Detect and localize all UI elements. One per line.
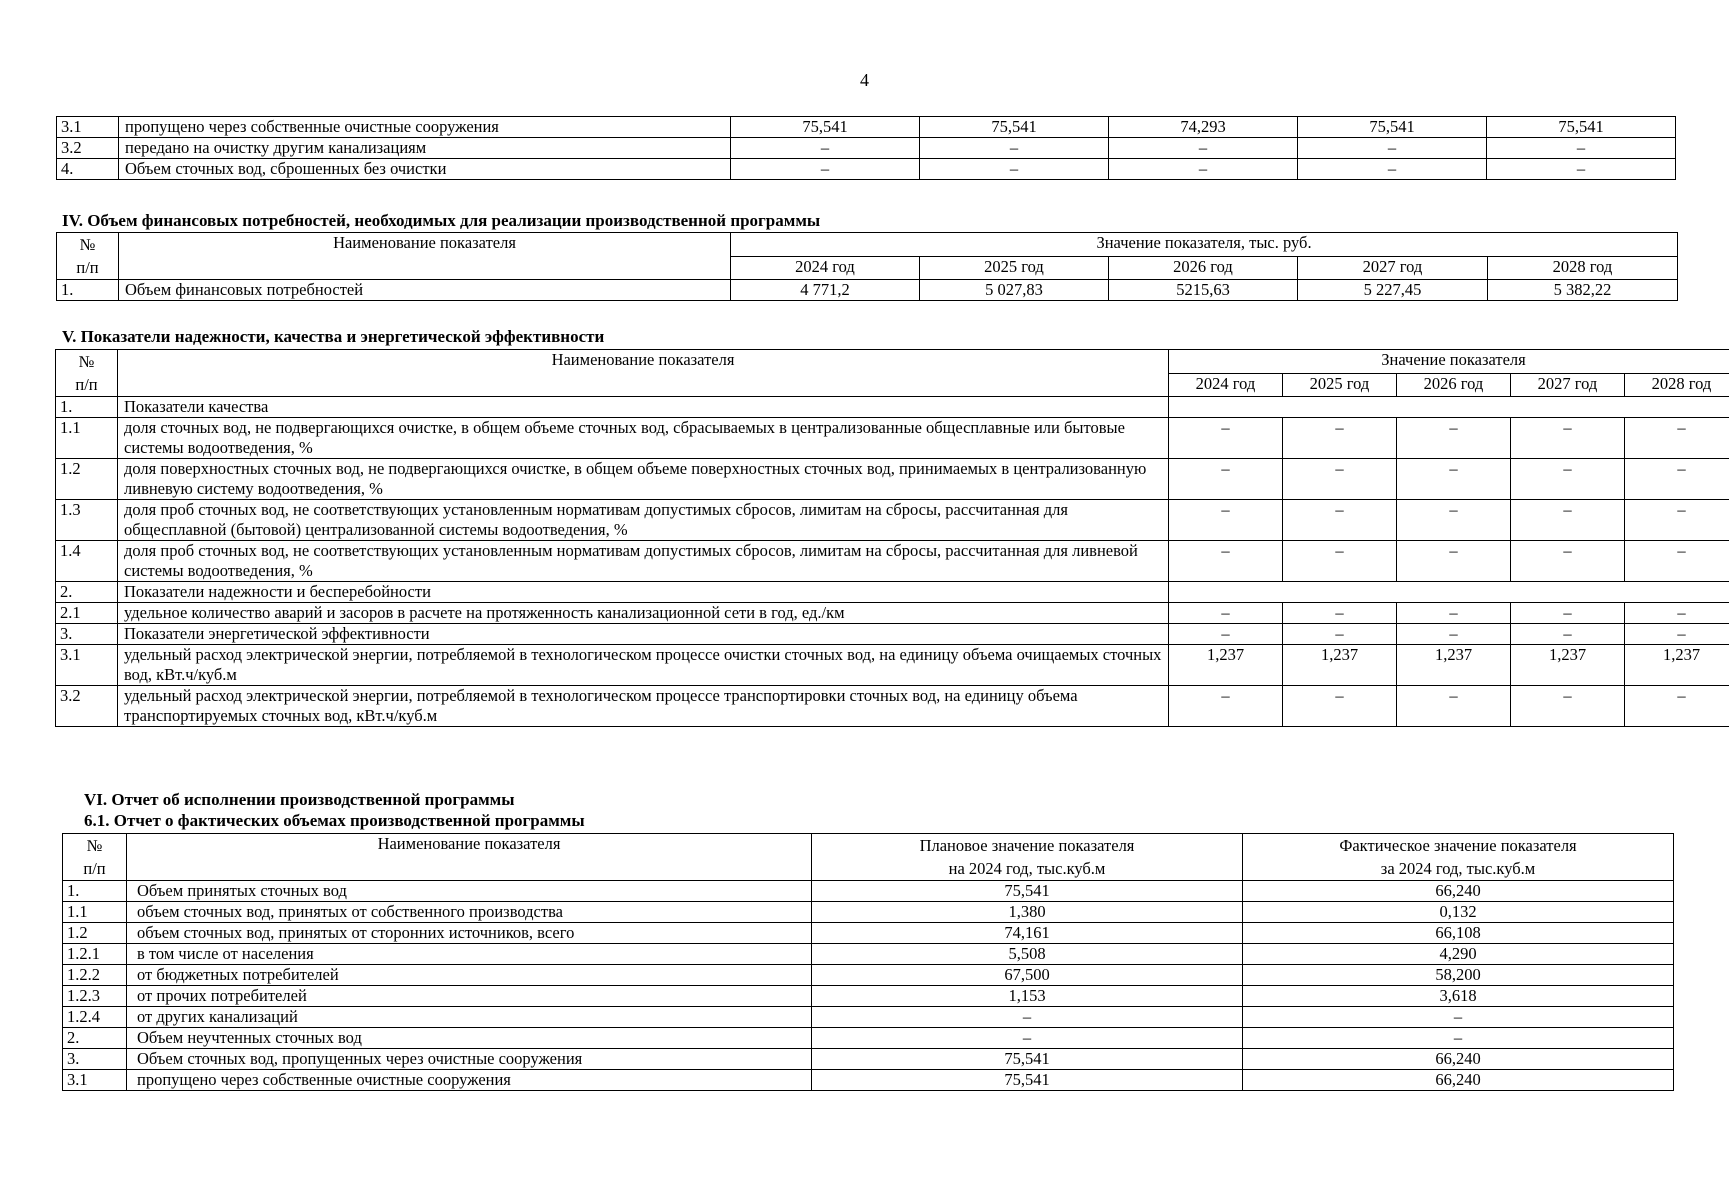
group-value-cell — [1169, 582, 1729, 603]
row-fact-value: – — [1243, 1028, 1674, 1049]
row-number: 3.2 — [57, 138, 119, 159]
header-name: Наименование показателя — [118, 350, 1169, 397]
row-name: пропущено через собственные очистные сооружения — [127, 1070, 812, 1091]
row-name: доля проб сточных вод, не соответствующих установленным нормативам допустимых сбросов, лимитам на сбросы, рассчитанная для общесплавной (бытовой) централизованной системы водоотведения, % — [118, 500, 1169, 541]
page-number: 4 — [860, 70, 869, 90]
row-name: Объем неучтенных сточных вод — [127, 1028, 812, 1049]
row-number: 1. — [56, 397, 118, 418]
table-row — [56, 582, 1729, 603]
row-value: – — [1169, 418, 1283, 459]
row-value: – — [1487, 159, 1676, 180]
row-value: 1,237 — [1397, 645, 1511, 686]
row-name: Показатели энергетической эффективности — [118, 624, 1169, 645]
row-value: – — [1625, 459, 1729, 500]
section6-title: VI. Отчет об исполнении производственной программы — [84, 790, 515, 809]
row-fact-value: – — [1243, 1007, 1674, 1028]
header-value: Значение показателя, тыс. руб. — [731, 233, 1678, 257]
row-value: – — [1397, 541, 1511, 582]
row-value: 4 771,2 — [731, 280, 920, 301]
row-plan-value: – — [812, 1007, 1243, 1028]
header-num: № п/п — [63, 834, 127, 881]
row-value: – — [1397, 459, 1511, 500]
row-name: пропущено через собственные очистные сооружения — [119, 117, 731, 138]
row-value: – — [1283, 541, 1397, 582]
table-row — [63, 923, 1674, 944]
table-row — [63, 1049, 1674, 1070]
row-name: доля проб сточных вод, не соответствующих установленным нормативам допустимых сбросов, лимитам на сбросы, рассчитанная для ливневой системы водоотведения, % — [118, 541, 1169, 582]
row-value: – — [1283, 459, 1397, 500]
row-value: – — [1283, 418, 1397, 459]
row-name: Объем сточных вод, пропущенных через очистные сооружения — [127, 1049, 812, 1070]
row-fact-value: 3,618 — [1243, 986, 1674, 1007]
row-plan-value: 75,541 — [812, 1049, 1243, 1070]
row-value: – — [1487, 138, 1676, 159]
row-value: – — [1397, 686, 1511, 727]
header-plan: Плановое значение показателя на 2024 год, тыс.куб.м — [812, 834, 1243, 881]
row-value: – — [1169, 541, 1283, 582]
row-value: – — [920, 138, 1109, 159]
actual-volumes-table — [62, 833, 1674, 1091]
section5-title: V. Показатели надежности, качества и энергетической эффективности — [62, 327, 605, 346]
header-name: Наименование показателя — [127, 834, 812, 881]
row-value: – — [1625, 603, 1729, 624]
row-value: 1,237 — [1283, 645, 1397, 686]
table-row — [63, 1028, 1674, 1049]
table-row — [56, 541, 1729, 582]
row-value: 75,541 — [1298, 117, 1487, 138]
section4-title: IV. Объем финансовых потребностей, необходимых для реализации производственной программы — [62, 211, 821, 230]
row-name: Объем принятых сточных вод — [127, 881, 812, 902]
row-number: 1.2.3 — [63, 986, 127, 1007]
row-value: – — [1511, 418, 1625, 459]
row-value: – — [1283, 500, 1397, 541]
row-value: 75,541 — [1487, 117, 1676, 138]
year-header: 2024 год — [1169, 373, 1283, 397]
row-value: 74,293 — [1109, 117, 1298, 138]
row-number: 2. — [63, 1028, 127, 1049]
row-value: – — [1511, 603, 1625, 624]
table-row — [56, 645, 1729, 686]
row-value: – — [1169, 686, 1283, 727]
top-table-continuation — [56, 116, 1676, 180]
section6-subtitle: 6.1. Отчет о фактических объемах производственной программы — [84, 811, 585, 830]
row-number: 3.1 — [63, 1070, 127, 1091]
row-value: 1,237 — [1511, 645, 1625, 686]
row-name: удельный расход электрической энергии, потребляемой в технологическом процессе очистки сточных вод, на единицу объема очищаемых сточных вод, кВт.ч/куб.м — [118, 645, 1169, 686]
table-row — [63, 902, 1674, 923]
table-row — [57, 138, 1676, 159]
row-value: – — [1283, 624, 1397, 645]
row-fact-value: 58,200 — [1243, 965, 1674, 986]
year-header: 2025 год — [920, 256, 1109, 280]
row-value: – — [1169, 624, 1283, 645]
row-name: передано на очистку другим канализациям — [119, 138, 731, 159]
row-plan-value: 74,161 — [812, 923, 1243, 944]
row-number: 1.2.4 — [63, 1007, 127, 1028]
financial-needs-table — [56, 232, 1678, 301]
year-header: 2027 год — [1511, 373, 1625, 397]
row-value: – — [1511, 500, 1625, 541]
group-value-cell — [1169, 397, 1729, 418]
row-value: – — [1283, 603, 1397, 624]
row-number: 3. — [56, 624, 118, 645]
table-row — [63, 965, 1674, 986]
row-number: 3. — [63, 1049, 127, 1070]
row-value: 5 027,83 — [920, 280, 1109, 301]
row-number: 1.4 — [56, 541, 118, 582]
table-row — [56, 686, 1729, 727]
table-row — [56, 624, 1729, 645]
header-num: № п/п — [56, 350, 118, 397]
row-value: – — [1109, 159, 1298, 180]
row-number: 1. — [57, 280, 119, 301]
row-number: 1.1 — [56, 418, 118, 459]
row-name: удельное количество аварий и засоров в расчете на протяженность канализационной сети в год, ед./км — [118, 603, 1169, 624]
row-number: 4. — [57, 159, 119, 180]
table-row — [63, 881, 1674, 902]
row-value: – — [920, 159, 1109, 180]
row-name: от бюджетных потребителей — [127, 965, 812, 986]
year-header: 2027 год — [1298, 256, 1488, 280]
year-header: 2028 год — [1625, 373, 1729, 397]
row-value: – — [1511, 686, 1625, 727]
row-name: Объем сточных вод, сброшенных без очистки — [119, 159, 731, 180]
row-value: – — [1625, 624, 1729, 645]
row-value: – — [1109, 138, 1298, 159]
row-value: 1,237 — [1625, 645, 1729, 686]
row-value: – — [1625, 541, 1729, 582]
row-plan-value: 5,508 — [812, 944, 1243, 965]
row-name: объем сточных вод, принятых от собственного производства — [127, 902, 812, 923]
table-row — [57, 159, 1676, 180]
row-value: – — [731, 159, 920, 180]
table-row — [56, 500, 1729, 541]
row-value: 75,541 — [731, 117, 920, 138]
row-value: – — [1397, 624, 1511, 645]
row-value: – — [1625, 500, 1729, 541]
row-value: – — [1511, 459, 1625, 500]
row-plan-value: – — [812, 1028, 1243, 1049]
row-name: от прочих потребителей — [127, 986, 812, 1007]
table-row — [56, 418, 1729, 459]
table-row — [56, 459, 1729, 500]
row-plan-value: 75,541 — [812, 881, 1243, 902]
row-value: 5215,63 — [1109, 280, 1298, 301]
row-value: – — [1298, 138, 1487, 159]
year-header: 2026 год — [1109, 256, 1298, 280]
reliability-quality-table — [55, 349, 1729, 727]
row-value: – — [1625, 686, 1729, 727]
row-value: – — [1511, 624, 1625, 645]
header-num: № п/п — [57, 233, 119, 280]
row-name: Объем финансовых потребностей — [119, 280, 731, 301]
row-fact-value: 66,108 — [1243, 923, 1674, 944]
table-row — [63, 944, 1674, 965]
row-value: – — [1283, 686, 1397, 727]
row-fact-value: 4,290 — [1243, 944, 1674, 965]
table-row — [56, 397, 1729, 418]
year-header: 2024 год — [731, 256, 920, 280]
row-number: 1.2 — [56, 459, 118, 500]
row-number: 3.1 — [57, 117, 119, 138]
row-number: 3.2 — [56, 686, 118, 727]
row-name: доля сточных вод, не подвергающихся очистке, в общем объеме сточных вод, сбрасываемых в централизованные общесплавные или бытовые системы водоотведения, % — [118, 418, 1169, 459]
row-value: – — [731, 138, 920, 159]
row-value: – — [1625, 418, 1729, 459]
row-number: 1.1 — [63, 902, 127, 923]
row-value: 5 227,45 — [1298, 280, 1488, 301]
row-value: – — [1169, 500, 1283, 541]
row-number: 3.1 — [56, 645, 118, 686]
row-value: – — [1298, 159, 1487, 180]
row-value: 75,541 — [920, 117, 1109, 138]
table-row — [57, 117, 1676, 138]
row-name: от других канализаций — [127, 1007, 812, 1028]
row-value: 5 382,22 — [1488, 280, 1678, 301]
table-row — [57, 280, 1678, 301]
row-number: 2.1 — [56, 603, 118, 624]
row-name: Показатели надежности и бесперебойности — [118, 582, 1169, 603]
row-name: Показатели качества — [118, 397, 1169, 418]
row-name: доля поверхностных сточных вод, не подвергающихся очистке, в общем объеме поверхностных сточных вод, принимаемых в централизованную ливневую систему водоотведения, % — [118, 459, 1169, 500]
row-number: 1.2.1 — [63, 944, 127, 965]
year-header: 2028 год — [1488, 256, 1678, 280]
row-name: объем сточных вод, принятых от сторонних источников, всего — [127, 923, 812, 944]
row-plan-value: 1,153 — [812, 986, 1243, 1007]
row-value: – — [1397, 603, 1511, 624]
row-plan-value: 1,380 — [812, 902, 1243, 923]
row-number: 1.2.2 — [63, 965, 127, 986]
row-value: – — [1169, 459, 1283, 500]
row-fact-value: 66,240 — [1243, 881, 1674, 902]
row-value: – — [1397, 500, 1511, 541]
table-row — [63, 1070, 1674, 1091]
row-number: 1. — [63, 881, 127, 902]
row-value: – — [1511, 541, 1625, 582]
row-number: 1.2 — [63, 923, 127, 944]
table-row — [63, 1007, 1674, 1028]
header-name: Наименование показателя — [119, 233, 731, 280]
row-fact-value: 66,240 — [1243, 1070, 1674, 1091]
table-row — [63, 986, 1674, 1007]
year-header: 2026 год — [1397, 373, 1511, 397]
row-fact-value: 66,240 — [1243, 1049, 1674, 1070]
row-name: удельный расход электрической энергии, потребляемой в технологическом процессе транспортировки сточных вод, на единицу объема транспортируемых сточных вод, кВт.ч/куб.м — [118, 686, 1169, 727]
row-value: 1,237 — [1169, 645, 1283, 686]
row-plan-value: 75,541 — [812, 1070, 1243, 1091]
row-name: в том числе от населения — [127, 944, 812, 965]
row-value: – — [1397, 418, 1511, 459]
header-fact: Фактическое значение показателя за 2024 год, тыс.куб.м — [1243, 834, 1674, 881]
row-plan-value: 67,500 — [812, 965, 1243, 986]
row-number: 2. — [56, 582, 118, 603]
table-row — [56, 603, 1729, 624]
row-fact-value: 0,132 — [1243, 902, 1674, 923]
header-value: Значение показателя — [1169, 350, 1729, 374]
row-number: 1.3 — [56, 500, 118, 541]
year-header: 2025 год — [1283, 373, 1397, 397]
row-value: – — [1169, 603, 1283, 624]
